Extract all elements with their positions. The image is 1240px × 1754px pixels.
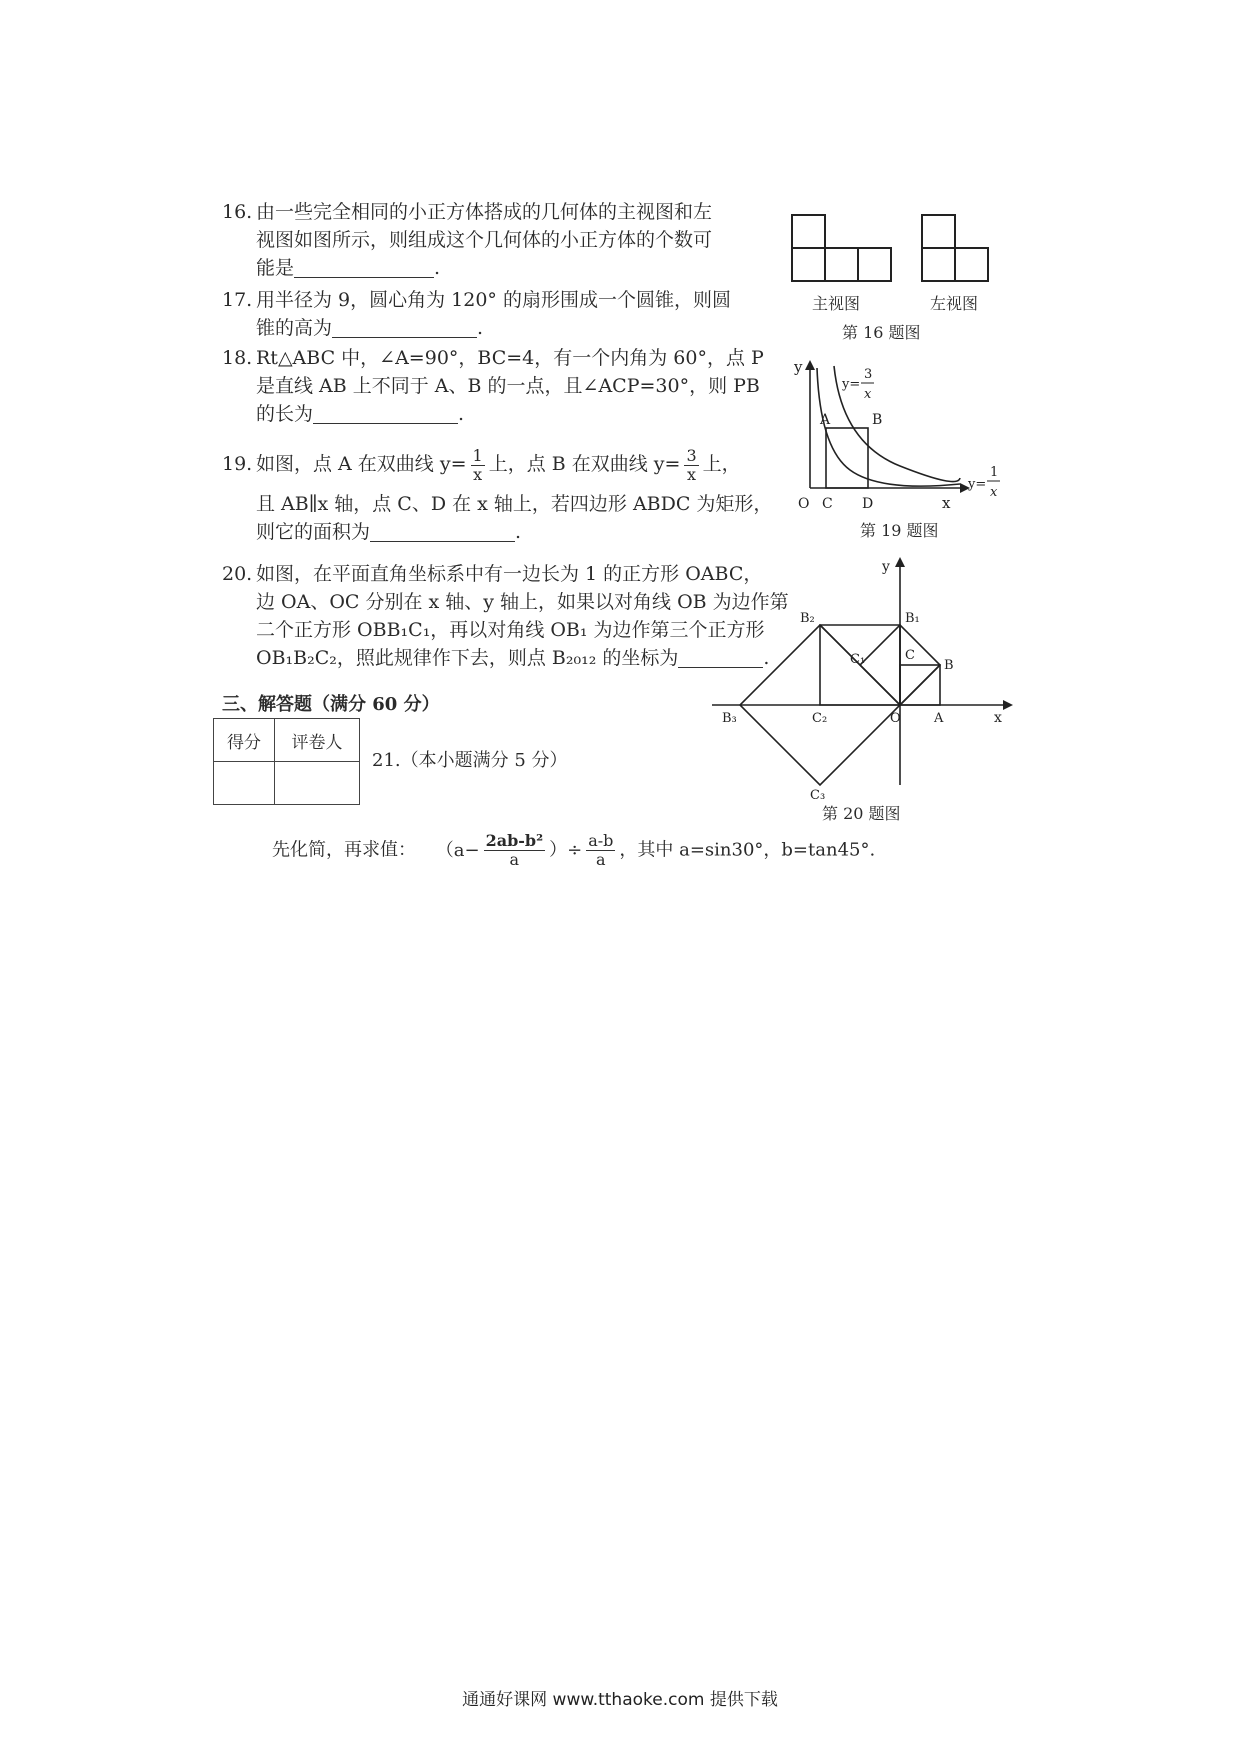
point-b3-label: B₃ bbox=[722, 711, 737, 726]
answer-blank bbox=[332, 315, 477, 338]
question-text: 上， bbox=[702, 453, 741, 475]
answer-blank bbox=[313, 401, 458, 424]
question-text: 的长为 bbox=[256, 403, 314, 425]
fraction bbox=[586, 832, 615, 869]
x-axis-arrow bbox=[1003, 700, 1013, 710]
question-number: 16. bbox=[222, 201, 253, 223]
rectangle-abdc bbox=[826, 428, 868, 488]
question-number: 18. bbox=[222, 347, 253, 369]
question-text: 是直线 AB 上不同于 A、B 的一点，且∠ACP=30°，则 PB bbox=[256, 375, 760, 397]
grader-header: 评卷人 bbox=[275, 719, 360, 762]
point-d-label: D bbox=[862, 496, 874, 512]
figure-16 bbox=[780, 205, 1000, 340]
question-text: 视图如图所示，则组成这个几何体的小正方体的个数可 bbox=[256, 229, 713, 251]
curve-label-numerator: 3 bbox=[864, 367, 873, 382]
question-text: 锥的高为 bbox=[256, 317, 333, 339]
y-axis-arrow bbox=[805, 360, 815, 370]
origin-label: O bbox=[798, 496, 810, 512]
fraction-numerator: a-b bbox=[588, 831, 614, 850]
question-text: . bbox=[477, 317, 484, 339]
question-text: 能是 bbox=[256, 257, 295, 279]
question-text: 则它的面积为 bbox=[256, 521, 371, 543]
question-text: 且 AB∥x 轴，点 C、D 在 x 轴上，若四边形 ABDC 为矩形， bbox=[256, 493, 773, 515]
fraction-numerator: 3 bbox=[686, 445, 697, 465]
question-16 bbox=[222, 198, 712, 282]
point-c-label: C bbox=[822, 496, 833, 512]
question-21-title: 21.（本小题满分 5 分） bbox=[372, 750, 568, 771]
curve-label-denominator: x bbox=[990, 485, 998, 500]
figure-20 bbox=[700, 555, 1020, 825]
question-text: 先化简，再求值： bbox=[272, 839, 416, 861]
score-header: 得分 bbox=[214, 719, 275, 762]
curve-label-prefix: y= bbox=[842, 377, 861, 392]
question-text: 由一些完全相同的小正方体搭成的几何体的主视图和左 bbox=[256, 201, 713, 223]
answer-blank bbox=[294, 255, 434, 278]
y-axis-arrow bbox=[895, 557, 905, 567]
question-number: 17. bbox=[222, 289, 253, 311]
question-text: OB₁B₂C₂，照此规律作下去，则点 B₂₀₁₂ 的坐标为 bbox=[256, 647, 679, 669]
fraction-denominator: x bbox=[473, 464, 483, 484]
fraction-denominator: x bbox=[687, 464, 697, 484]
question-text: . bbox=[458, 403, 465, 425]
question-text: . bbox=[434, 257, 441, 279]
point-o-label: O bbox=[890, 711, 901, 726]
fraction-denominator: a bbox=[596, 850, 606, 869]
figure-caption: 第 19 题图 bbox=[860, 521, 939, 540]
fraction bbox=[484, 832, 546, 869]
point-c3-label: C₃ bbox=[810, 788, 826, 800]
figure-19-graph bbox=[790, 358, 1010, 518]
expression-operator: ）÷ bbox=[549, 839, 583, 861]
figure-caption: 第 20 题图 bbox=[822, 804, 901, 823]
x-axis-label: x bbox=[994, 710, 1002, 726]
expression-open: （a− bbox=[435, 839, 480, 861]
question-number: 20. bbox=[222, 563, 253, 585]
x-axis-label: x bbox=[942, 494, 951, 512]
curve-label-denominator: x bbox=[864, 387, 872, 402]
question-21-expression bbox=[272, 832, 875, 869]
question-text: 上，点 B 在双曲线 y= bbox=[488, 453, 681, 475]
fraction-denominator: a bbox=[509, 850, 520, 869]
fraction bbox=[684, 447, 698, 484]
score-table bbox=[213, 718, 360, 805]
question-text: . bbox=[515, 521, 522, 543]
point-c-label: C bbox=[905, 648, 915, 663]
question-text: 边 OA、OC 分别在 x 轴、y 轴上，如果以对角线 OB 为边作第 bbox=[256, 591, 789, 613]
score-cell bbox=[214, 762, 275, 805]
y-axis-label: y bbox=[794, 358, 803, 376]
point-a-label: A bbox=[820, 412, 831, 428]
front-view-drawing bbox=[792, 215, 891, 281]
question-text: 二个正方形 OBB₁C₁，再以对角线 OB₁ 为边作第三个正方形 bbox=[256, 619, 765, 641]
left-view-label: 左视图 bbox=[930, 294, 979, 313]
answer-blank bbox=[370, 519, 515, 542]
question-18 bbox=[222, 344, 764, 428]
fraction-numerator: 2ab-b² bbox=[485, 831, 544, 850]
point-a-label: A bbox=[934, 711, 944, 726]
figure-19 bbox=[790, 358, 1010, 538]
figure-16-views bbox=[780, 205, 1000, 285]
question-19 bbox=[222, 442, 772, 546]
footer-text: 通通好课网 www.tthaoke.com 提供下载 bbox=[462, 1690, 778, 1710]
figure-caption: 第 16 题图 bbox=[842, 323, 921, 342]
point-b-label: B bbox=[872, 412, 883, 428]
question-text: Rt△ABC 中，∠A=90°，BC=4，有一个内角为 60°，点 P bbox=[256, 347, 764, 369]
curve-label-prefix: y= bbox=[968, 477, 987, 492]
fraction-numerator: 1 bbox=[472, 445, 483, 465]
question-17 bbox=[222, 286, 731, 342]
left-view-drawing bbox=[922, 215, 988, 281]
question-text: 如图，点 A 在双曲线 y= bbox=[256, 453, 467, 475]
figure-20-graph bbox=[700, 555, 1020, 800]
question-number: 19. bbox=[222, 453, 253, 475]
question-text: ，其中 a=sin30°，b=tan45°. bbox=[619, 839, 876, 861]
section-heading: 三、解答题（满分 60 分） bbox=[222, 694, 440, 715]
point-b-label: B bbox=[944, 658, 954, 673]
y-axis-label: y bbox=[882, 559, 890, 575]
question-text: 如图，在平面直角坐标系中有一边长为 1 的正方形 OABC， bbox=[256, 563, 763, 585]
point-b2-label: B₂ bbox=[800, 611, 815, 626]
question-text: . bbox=[763, 647, 770, 669]
fraction bbox=[471, 447, 485, 484]
question-text: 用半径为 9，圆心角为 120° 的扇形围成一个圆锥，则圆 bbox=[256, 289, 731, 311]
front-view-label: 主视图 bbox=[812, 294, 861, 313]
curve-y-1-over-x bbox=[817, 368, 960, 486]
point-b1-label: B₁ bbox=[905, 611, 920, 626]
curve-label-numerator: 1 bbox=[990, 465, 999, 480]
point-c1-label: C₁ bbox=[850, 652, 866, 667]
grader-cell bbox=[275, 762, 360, 805]
point-c2-label: C₂ bbox=[812, 711, 828, 726]
